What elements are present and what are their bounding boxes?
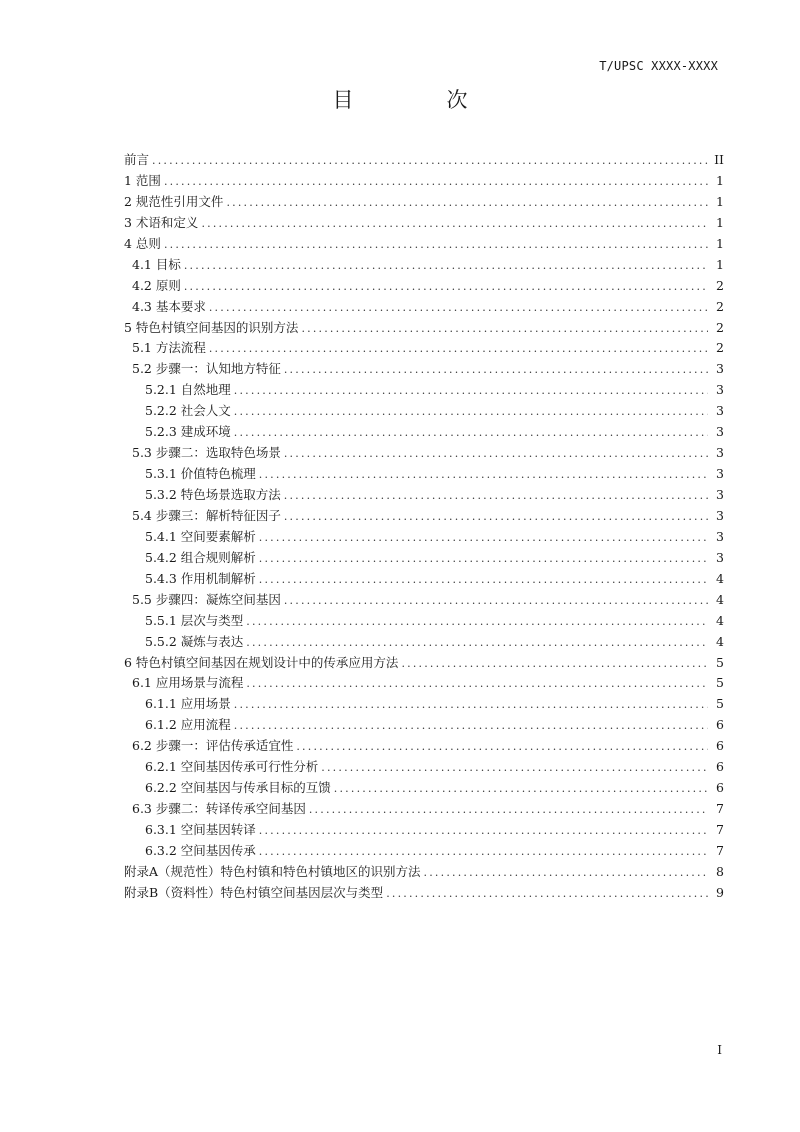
toc-entry-title: 6.3 步骤二：转译传承空间基因	[132, 801, 306, 817]
toc-entry-page: II	[714, 152, 724, 167]
toc-entry[interactable]	[124, 255, 724, 276]
toc-entry-title: 5 特色村镇空间基因的识别方法	[124, 319, 299, 335]
toc-entry[interactable]	[124, 611, 724, 632]
toc-entry-page: 2	[716, 319, 724, 335]
toc-entry-page: 6	[716, 738, 724, 754]
toc-dot-leader	[234, 423, 708, 443]
toc-entry[interactable]	[124, 401, 724, 422]
toc-entry-page: 3	[716, 507, 724, 523]
toc-dot-leader	[259, 570, 708, 590]
toc-entry-title: 附录B（资料性）特色村镇空间基因层次与类型	[124, 884, 384, 900]
toc-dot-leader	[334, 779, 708, 799]
toc-entry-page: 7	[716, 842, 724, 858]
toc-entry[interactable]	[124, 276, 724, 297]
toc-entry-title: 6.1 应用场景与流程	[132, 675, 244, 691]
toc-entry-page: 7	[716, 822, 724, 837]
toc-entry-page: 6	[716, 717, 724, 733]
toc-dot-leader	[184, 256, 708, 276]
toc-entry[interactable]	[124, 694, 724, 715]
toc-entry-page: 4	[716, 633, 724, 649]
toc-entry-page: 1	[716, 172, 724, 188]
toc-dot-leader	[284, 591, 708, 611]
toc-dot-leader	[246, 612, 708, 632]
toc-entry-page: 3	[716, 487, 724, 502]
toc-entry-page: 6	[716, 759, 724, 775]
toc-entry[interactable]	[124, 757, 724, 778]
toc-entry[interactable]	[124, 653, 724, 674]
toc-entry-title: 6.3.2 空间基因传承	[145, 842, 256, 858]
toc-entry-title: 附录A（规范性）特色村镇和特色村镇地区的识别方法	[124, 863, 421, 879]
toc-entry-page: 3	[716, 528, 724, 544]
toc-dot-leader	[259, 549, 708, 569]
toc-dot-leader	[234, 695, 708, 715]
toc-dot-leader	[246, 674, 708, 694]
toc-entry-title: 6.2.1 空间基因传承可行性分析	[145, 759, 319, 775]
toc-entry-title: 5.4 步骤三：解析特征因子	[132, 507, 281, 523]
toc-entry-page: 3	[716, 466, 724, 482]
toc-dot-leader	[259, 528, 708, 548]
toc-entry-title: 5.1 方法流程	[132, 340, 206, 356]
toc-entry[interactable]	[124, 841, 724, 862]
toc-dot-leader	[284, 360, 708, 380]
toc-dot-leader	[401, 654, 708, 674]
toc-entry-title: 5.2.2 社会人文	[145, 403, 231, 419]
toc-entry[interactable]	[124, 862, 724, 883]
toc-entry[interactable]	[124, 338, 724, 359]
toc-entry-title: 6.1.1 应用场景	[145, 696, 231, 712]
toc-entry[interactable]	[124, 590, 724, 611]
toc-entry-page: 3	[716, 361, 724, 377]
toc-entry[interactable]	[124, 150, 724, 171]
toc-dot-leader	[284, 486, 708, 506]
toc-entry[interactable]	[124, 632, 724, 653]
toc-dot-leader	[284, 507, 708, 527]
toc-entry-page: 1	[716, 193, 724, 209]
toc-entry-page: 4	[716, 612, 724, 628]
toc-entry-page: 6	[716, 780, 724, 796]
toc-entry-title: 5.4.3 作用机制解析	[145, 570, 256, 586]
toc-dot-leader	[284, 444, 708, 464]
toc-entry-page: 5	[716, 696, 724, 712]
toc-dot-leader	[259, 465, 708, 485]
table-of-contents	[124, 150, 724, 904]
toc-entry-page: 5	[716, 654, 724, 670]
toc-entry[interactable]	[124, 736, 724, 757]
toc-entry-title: 6 特色村镇空间基因在规划设计中的传承应用方法	[124, 654, 399, 670]
toc-entry-title: 4.3 基本要求	[132, 298, 206, 314]
page-number: I	[717, 1043, 722, 1057]
toc-entry-title: 5.3.1 价值特色梳理	[145, 466, 256, 482]
toc-entry[interactable]	[124, 883, 724, 904]
toc-entry[interactable]	[124, 673, 724, 694]
toc-entry[interactable]	[124, 192, 724, 213]
toc-entry-page: 3	[716, 424, 724, 440]
toc-dot-leader	[259, 842, 708, 862]
toc-dot-leader	[424, 863, 708, 883]
toc-entry[interactable]	[124, 778, 724, 799]
toc-entry-title: 5.2.3 建成环境	[145, 424, 231, 440]
toc-entry[interactable]	[124, 234, 724, 255]
toc-dot-leader	[301, 319, 708, 339]
toc-entry[interactable]	[124, 422, 724, 443]
toc-entry-title: 4.2 原则	[132, 277, 181, 293]
toc-dot-leader	[184, 277, 708, 297]
toc-entry-page: 1	[716, 256, 724, 272]
toc-entry-title: 1 范围	[124, 172, 161, 188]
toc-entry-title: 5.3 步骤二：选取特色场景	[132, 445, 281, 461]
toc-dot-leader	[234, 402, 708, 422]
toc-entry-page: 3	[716, 445, 724, 461]
toc-entry-title: 2 规范性引用文件	[124, 193, 224, 209]
toc-entry[interactable]	[124, 443, 724, 464]
toc-dot-leader	[234, 716, 708, 736]
toc-entry-page: 7	[716, 801, 724, 817]
toc-entry-title: 4 总则	[124, 235, 161, 251]
toc-entry-page: 5	[716, 675, 724, 691]
toc-entry-page: 8	[716, 863, 724, 879]
toc-dot-leader	[164, 235, 708, 255]
toc-entry-page: 1	[716, 235, 724, 251]
toc-entry[interactable]	[124, 820, 724, 841]
toc-dot-leader	[152, 151, 708, 171]
toc-entry-page: 9	[716, 884, 724, 900]
toc-entry[interactable]	[124, 569, 724, 590]
toc-entry[interactable]	[124, 464, 724, 485]
toc-entry[interactable]	[124, 359, 724, 380]
document-code: T/UPSC XXXX-XXXX	[599, 59, 718, 73]
toc-entry-title: 6.3.1 空间基因转译	[145, 822, 256, 837]
toc-entry-page: 3	[716, 382, 724, 398]
toc-dot-leader	[309, 800, 708, 820]
toc-entry-page: 1	[716, 214, 724, 230]
toc-entry-title: 6.2 步骤一：评估传承适宜性	[132, 738, 294, 754]
toc-entry-page: 2	[716, 298, 724, 314]
toc-entry-title: 5.4.2 组合规则解析	[145, 549, 256, 565]
toc-entry-title: 5.5.1 层次与类型	[145, 612, 244, 628]
toc-entry-page: 2	[716, 340, 724, 356]
toc-entry[interactable]	[124, 715, 724, 736]
toc-entry-page: 4	[716, 570, 724, 586]
toc-entry[interactable]	[124, 380, 724, 401]
toc-dot-leader	[321, 758, 708, 778]
toc-dot-leader	[386, 884, 708, 904]
toc-entry-title: 6.2.2 空间基因与传承目标的互馈	[145, 780, 331, 796]
toc-entry[interactable]	[124, 485, 724, 506]
toc-entry-title: 5.4.1 空间要素解析	[145, 528, 256, 544]
toc-entry-title: 3 术语和定义	[124, 214, 199, 230]
toc-entry-title: 5.2.1 自然地理	[145, 382, 231, 398]
toc-dot-leader	[226, 193, 708, 213]
toc-entry-title: 5.2 步骤一：认知地方特征	[132, 361, 281, 377]
toc-entry-title: 5.5.2 凝炼与表达	[145, 633, 244, 649]
toc-entry-title: 5.5 步骤四：凝炼空间基因	[132, 591, 281, 607]
toc-dot-leader	[209, 298, 708, 318]
toc-entry[interactable]	[124, 506, 724, 527]
toc-entry-title: 4.1 目标	[132, 256, 181, 272]
toc-entry-page: 2	[716, 277, 724, 293]
toc-dot-leader	[164, 172, 708, 192]
toc-dot-leader	[259, 821, 708, 841]
toc-dot-leader	[209, 339, 708, 359]
toc-entry[interactable]	[124, 318, 724, 339]
toc-dot-leader	[296, 737, 708, 757]
toc-entry[interactable]	[124, 527, 724, 548]
toc-entry-title: 5.3.2 特色场景选取方法	[145, 487, 281, 502]
toc-entry[interactable]	[124, 297, 724, 318]
toc-entry[interactable]	[124, 548, 724, 569]
toc-entry-title: 前言	[124, 152, 150, 167]
toc-entry[interactable]	[124, 799, 724, 820]
toc-entry-page: 4	[716, 591, 724, 607]
toc-dot-leader	[234, 381, 708, 401]
toc-entry-page: 3	[716, 549, 724, 565]
toc-dot-leader	[201, 214, 708, 234]
toc-dot-leader	[246, 633, 708, 653]
toc-entry-page: 3	[716, 403, 724, 419]
toc-entry[interactable]	[124, 213, 724, 234]
page-title: 目 次	[332, 88, 504, 112]
toc-entry[interactable]	[124, 171, 724, 192]
toc-entry-title: 6.1.2 应用流程	[145, 717, 231, 733]
